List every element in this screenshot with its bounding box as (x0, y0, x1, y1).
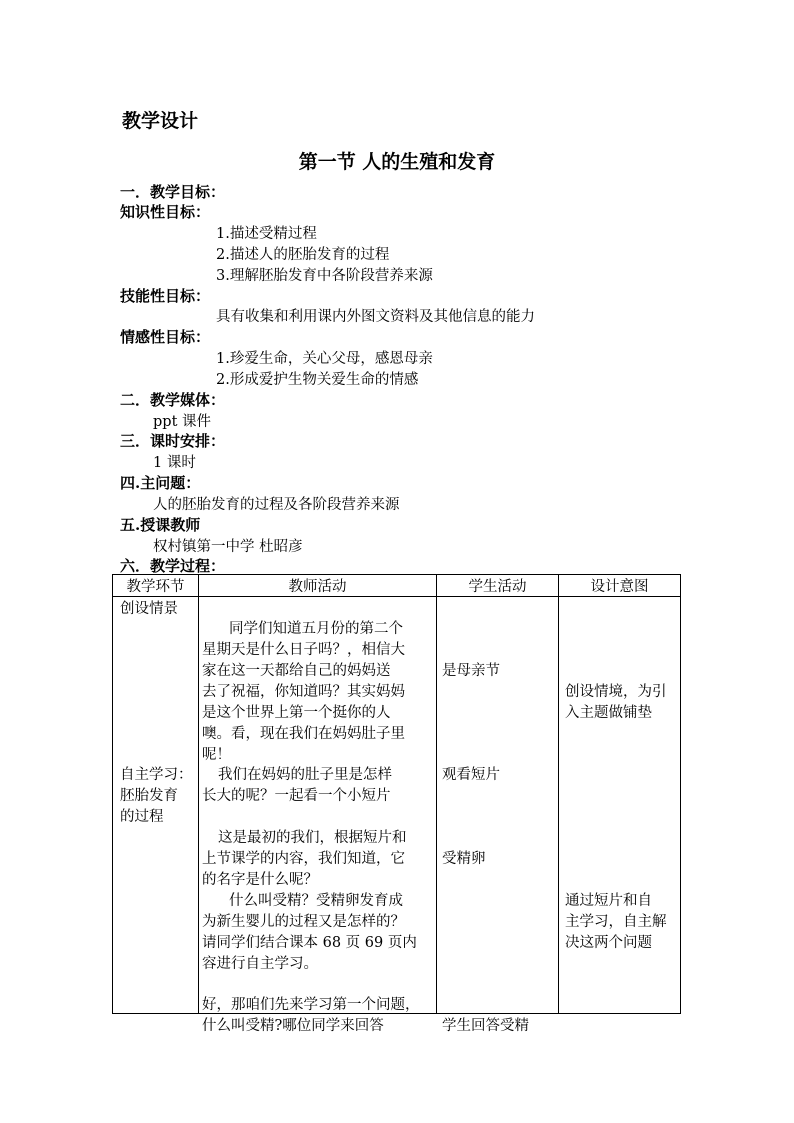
section-objectives-heading: 一．教学目标： (120, 183, 226, 201)
header-teacher-activity: 教师活动 (199, 575, 437, 597)
header-stage: 教学环节 (113, 575, 199, 597)
table-row (113, 597, 681, 1014)
stage-text: 自主学习： (120, 767, 193, 783)
teacher-text-line: 为新生婴儿的过程又是怎样的？ (202, 914, 405, 930)
teacher-text-line: 这是最初的我们，根据短片和 (218, 830, 407, 846)
doc-title: 教学设计 (122, 110, 199, 132)
skill-goal-text: 具有收集和利用课内外图文资料及其他信息的能力 (216, 309, 535, 325)
section-media-heading: 二．教学媒体： (120, 391, 226, 409)
intent-text: 入主题做铺垫 (565, 705, 652, 721)
design-intent-cell (559, 597, 680, 1013)
header-design-intent: 设计意图 (559, 575, 681, 597)
teacher-activity-cell (199, 597, 436, 1034)
teacher-text-line: 好，那咱们先来学习第一个问题， (202, 997, 420, 1013)
stage-text: 胚胎发育 (120, 788, 178, 804)
table-header-row (113, 575, 681, 597)
teacher-text-line: 什么叫受精？受精卵发育成 (229, 893, 403, 909)
teacher-text-line: 上节课学的内容，我们知道，它 (202, 851, 405, 867)
teacher-text-line: 我们在妈妈的肚子里是怎样 (218, 767, 392, 783)
stage-text: 的过程 (120, 809, 164, 825)
teacher-text-line: 去了祝福，你知道吗？其实妈妈 (202, 684, 405, 700)
teacher-text-line: 噢。看，现在我们在妈妈肚子里 (202, 726, 405, 742)
knowledge-goal-label: 知识性目标： (120, 203, 211, 221)
teaching-process-table (112, 574, 681, 1034)
knowledge-goal-item: 3.理解胚胎发育中各阶段营养来源 (216, 268, 433, 284)
teacher-text-line: 同学们知道五月份的第二个 (229, 621, 403, 637)
teacher-text-line: 容进行自主学习。 (202, 956, 318, 972)
section-schedule-heading: 三．课时安排： (120, 432, 226, 450)
knowledge-goal-item: 2.描述人的胚胎发育的过程 (216, 247, 390, 263)
teacher-text-line: 星期天是什么日子吗？，相信大 (202, 642, 405, 658)
teacher-text-line: 家在这一天都给自己的妈妈送 (202, 663, 391, 679)
intent-text: 创设情境，为引 (565, 684, 667, 700)
student-text: 学生回答受精 (442, 1018, 529, 1034)
schedule-text: 1 课时 (153, 455, 196, 471)
main-question-text: 人的胚胎发育的过程及各阶段营养来源 (153, 497, 400, 513)
skill-goal-label: 技能性目标： (120, 287, 211, 305)
teacher-text-line: 是这个世界上第一个挺你的人 (202, 705, 391, 721)
intent-text: 通过短片和自 (565, 893, 652, 909)
emotion-goal-item: 1.珍爱生命，关心父母，感恩母亲 (216, 351, 433, 367)
teacher-text-line: 什么叫受精?哪位同学来回答 (202, 1018, 384, 1034)
intent-text: 决这两个问题 (565, 935, 652, 951)
teacher-text-line: 长大的呢？一起看一个小短片 (202, 788, 391, 804)
student-text: 观看短片 (442, 767, 500, 783)
teacher-text-line: 呢！ (202, 747, 231, 763)
stage-cell (113, 597, 198, 1013)
student-activity-cell (437, 597, 558, 1034)
teacher-text: 权村镇第一中学 杜昭彦 (153, 539, 303, 555)
intent-text: 主学习，自主解 (565, 914, 667, 930)
student-text: 受精卵 (442, 851, 486, 867)
header-student-activity: 学生活动 (437, 575, 559, 597)
emotion-goal-item: 2.形成爱护生物关爱生命的情感 (216, 372, 419, 388)
section-teacher-heading: 五.授课教师 (120, 516, 201, 534)
knowledge-goal-item: 1.描述受精过程 (216, 226, 317, 242)
lesson-title: 第一节 人的生殖和发育 (298, 151, 496, 173)
teacher-text-line: 的名字是什么呢？ (202, 872, 318, 888)
section-process-heading: 六．教学过程： (120, 557, 226, 575)
student-text: 是母亲节 (442, 663, 500, 679)
stage-text: 创设情景 (120, 601, 178, 617)
section-main-question-heading: 四.主问题： (120, 474, 201, 492)
teacher-text-line: 请同学们结合课本 68 页 69 页内 (202, 935, 417, 951)
emotion-goal-label: 情感性目标： (120, 328, 211, 346)
media-text: ppt 课件 (153, 414, 211, 430)
